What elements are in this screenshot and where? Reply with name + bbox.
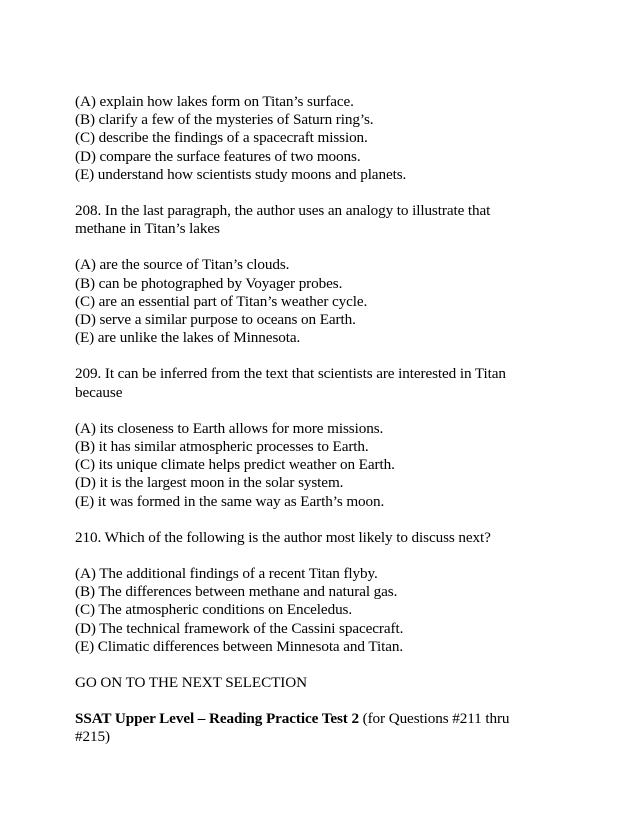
question-209: [75, 365, 555, 510]
question-209-choice-b: (B) it has similar atmospheric processes to Earth.: [75, 438, 369, 456]
question-209-stem-line-1: 209. It can be inferred from the text that scientists are interested in Titan: [75, 365, 506, 383]
spacer: [75, 184, 555, 202]
question-209-choice-a: (A) its closeness to Earth allows for more missions.: [75, 419, 384, 437]
question-208-stem: [75, 202, 555, 238]
question-210-stem-line-1: 210. Which of the following is the author most likely to discuss next?: [75, 528, 491, 546]
section-heading-line-1: [75, 710, 555, 728]
go-on-instruction: GO ON TO THE NEXT SELECTION: [75, 674, 307, 692]
question-208: [75, 202, 555, 347]
choice-e: (E) understand how scientists study moons and planets.: [75, 165, 407, 183]
section-heading-title: SSAT Upper Level – Reading Practice Test 2: [75, 710, 359, 728]
question-210-choice-b: (B) The differences between methane and natural gas.: [75, 583, 398, 601]
spacer: [75, 656, 555, 674]
choice-b: (B) clarify a few of the mysteries of Saturn ring’s.: [75, 111, 374, 129]
question-209-choice-e: (E) it was formed in the same way as Earth’s moon.: [75, 492, 385, 510]
question-210-choice-a: (A) The additional findings of a recent Titan flyby.: [75, 565, 378, 583]
question-210-choice-c: (C) The atmospheric conditions on Enceledus.: [75, 601, 353, 619]
question-208-choice-b: (B) can be photographed by Voyager probes.: [75, 274, 343, 292]
spacer: [75, 692, 555, 710]
choice-a: (A) explain how lakes form on Titan’s surface.: [75, 93, 354, 110]
question-210: [75, 529, 555, 656]
document-page: [75, 93, 555, 747]
choice-d: (D) compare the surface features of two moons.: [75, 147, 361, 165]
question-208-choice-e: (E) are unlike the lakes of Minnesota.: [75, 329, 301, 347]
question-210-choice-e: (E) Climatic differences between Minnesota and Titan.: [75, 637, 404, 655]
previous-question-choices: [75, 93, 555, 184]
question-208-stem-line-1: 208. In the last paragraph, the author uses an analogy to illustrate that: [75, 202, 491, 220]
question-208-choice-c: (C) are an essential part of Titan’s weather cycle.: [75, 292, 368, 310]
choice-c: (C) describe the findings of a spacecraft mission.: [75, 129, 368, 147]
question-210-stem: [75, 529, 555, 547]
question-208-choice-d: (D) serve a similar purpose to oceans on Earth.: [75, 311, 356, 329]
question-208-choice-a: (A) are the source of Titan’s clouds.: [75, 256, 290, 274]
question-209-choice-d: (D) it is the largest moon in the solar system.: [75, 474, 344, 492]
spacer: [75, 238, 555, 256]
spacer: [75, 347, 555, 365]
question-210-choice-d: (D) The technical framework of the Cassini spacecraft.: [75, 619, 404, 637]
question-209-stem: [75, 365, 555, 401]
spacer: [75, 511, 555, 529]
section-heading: [75, 710, 555, 746]
question-209-stem-line-2: because: [75, 383, 123, 401]
section-heading-range: (for Questions #211 thru: [358, 710, 510, 728]
question-208-stem-line-2: methane in Titan’s lakes: [75, 220, 220, 238]
spacer: [75, 402, 555, 420]
spacer: [75, 547, 555, 565]
question-209-choice-c: (C) its unique climate helps predict weather on Earth.: [75, 456, 395, 474]
section-heading-line-2: #215): [75, 728, 110, 746]
